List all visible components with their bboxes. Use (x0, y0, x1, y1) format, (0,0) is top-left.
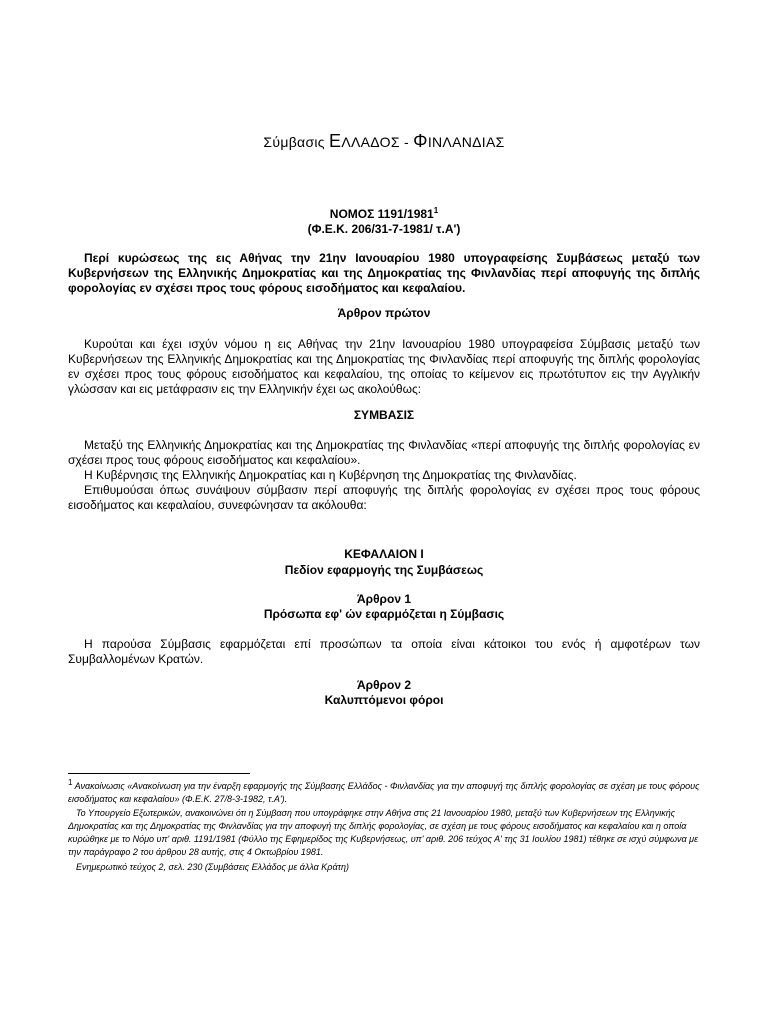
article-first-heading: Άρθρον πρώτον (337, 306, 431, 320)
article-2-heading: Άρθρον 2 (356, 678, 411, 692)
title-part2: ΙΝΛΑΝΔΙΑΣ (427, 134, 505, 150)
footnote-mark: 1 (68, 778, 73, 787)
law-gazette: (Φ.Ε.Κ. 206/31-7-1981/ τ.Α') (307, 222, 461, 236)
convention-paragraph-2: Η Κυβέρνησις της Ελληνικής Δημοκρατίας και η Κυβέρνηση της Δημοκρατίας της Φινλανδίας. (84, 468, 577, 482)
law-number-text: ΝΟΜΟΣ 1191/1981 (329, 207, 434, 221)
convention-paragraph-3: Επιθυμούσαι όπως συνάψουν σύμβασιν περί αποφυγής της διπλής φορολογίας εν σχέσει προς τους φόρους εισοδήματος και κεφαλαίου, συνεφώνησαν τα ακόλουθα: (68, 483, 700, 512)
article-1-subtitle: Πρόσωπα εφ' ών εφαρμόζεται η Σύμβασις (263, 607, 505, 621)
law-number (68, 207, 700, 222)
title-prefix: Σύμβασις (263, 134, 330, 150)
article-1-heading: Άρθρον 1 (356, 592, 411, 606)
footnote-ref[interactable]: 1 (433, 206, 439, 215)
intro-paragraph: Περί κυρώσεως της εις Αθήνας την 21ην Ιανουαρίου 1980 υπογραφείσης Συμβάσεως μεταξύ των Κυβερνήσεων της Ελληνικής Δημοκρατίας και της Δημοκρατίας της Φινλανδίας περί αποφυγής της διπλής φορολογίας εν σχέσει προς τους φόρους εισοδήματος και κεφαλαίου. (68, 251, 700, 295)
article-1-text: Η παρούσα Σύμβασις εφαρμόζεται επί προσώπων τα οποία είναι κάτοικοι του ενός ή αμφοτέρων των Συμβαλλομένων Κρατών. (68, 637, 700, 666)
footnote-body: Το Υπουργείο Εξωτερικών, ανακοινώνει ότι η Σύμβαση που υπογράφηκε στην Αθήνα στις 21 Ιανουαρίου 1980, μεταξύ των Κυβερνήσεων της Ελληνικής Δημοκρατίας και της Δημοκρατίας της Φινλανδίας για την αποφυγή της διπλής φορολογίας, σε σχέση με τους φόρους εισοδήματος και κεφαλαίου και η οποία κυρώθηκε με το Νόμο υπ' αριθ. 1191/1981 (Φύλλο της Εφημερίδος της Κυβερνήσεως, υπ' αριθ. 206 τεύχος Α' της 31 Ιουλίου 1981) τέθηκε σε ισχύ σύμφωνα με την παράγραφο 2 του άρθρου 28 αυτής, στις 4 Οκτωβρίου 1981. (68, 808, 699, 857)
chapter-1-subtitle: Πεδίον εφαρμογής της Συμβάσεως (284, 563, 484, 577)
footnote-source: Ενημερωτικό τεύχος 2, σελ. 230 (Συμβάσεις Ελλάδος με άλλα Κράτη) (76, 862, 349, 872)
title-cap-f: Φ (413, 131, 428, 151)
title-part1: ΛΛΑΔΟΣ - (341, 134, 414, 150)
article-2-subtitle: Καλυπτόμενοι φόροι (324, 693, 444, 707)
chapter-1-heading: ΚΕΦΑΛΑΙΟΝ Ι (344, 547, 424, 561)
convention-heading: ΣΥΜΒΑΣΙΣ (353, 408, 415, 422)
document-title (68, 131, 700, 151)
footnote-1 (68, 780, 700, 806)
convention-paragraph-1: Μεταξύ της Ελληνικής Δημοκρατίας και της Δημοκρατίας της Φινλανδίας «περί αποφυγής της διπλής φορολογίας εν σχέσει προς τους φόρους εισοδήματος και κεφαλαίου». (68, 438, 700, 467)
footnote-separator (68, 773, 250, 774)
title-cap-e: Ε (329, 131, 342, 151)
article-first-text: Κυρούται και έχει ισχύν νόμου η εις Αθήνας την 21ην Ιανουαρίου 1980 υπογραφείσα Σύμβασις μεταξύ των Κυβερνήσεων της Ελληνικής Δημοκρατίας και της Δημοκρατίας της Φινλανδίας περί αποφυγής της διπλής φορολογίας εν σχέσει προς τους φόρους εισοδήματος και κεφαλαίου, της οποίας το κείμενον εις πρωτότυπον εις την Αγγλικήν γλώσσαν και εις μετάφρασιν εις την Ελληνικήν έχει ως ακολούθως: (68, 337, 700, 396)
footnote-announcement: Ανακοίνωσις «Ανακοίνωση για την έναρξη εφαρμογής της Σύμβασης Ελλάδος - Φινλανδίας για την αποφυγή της διπλής φορολογίας σε σχέση με τους φόρους εισοδήματος και κεφαλαίου» (Φ.Ε.Κ. 27/8-3-1982, τ.Α'). (68, 781, 700, 804)
